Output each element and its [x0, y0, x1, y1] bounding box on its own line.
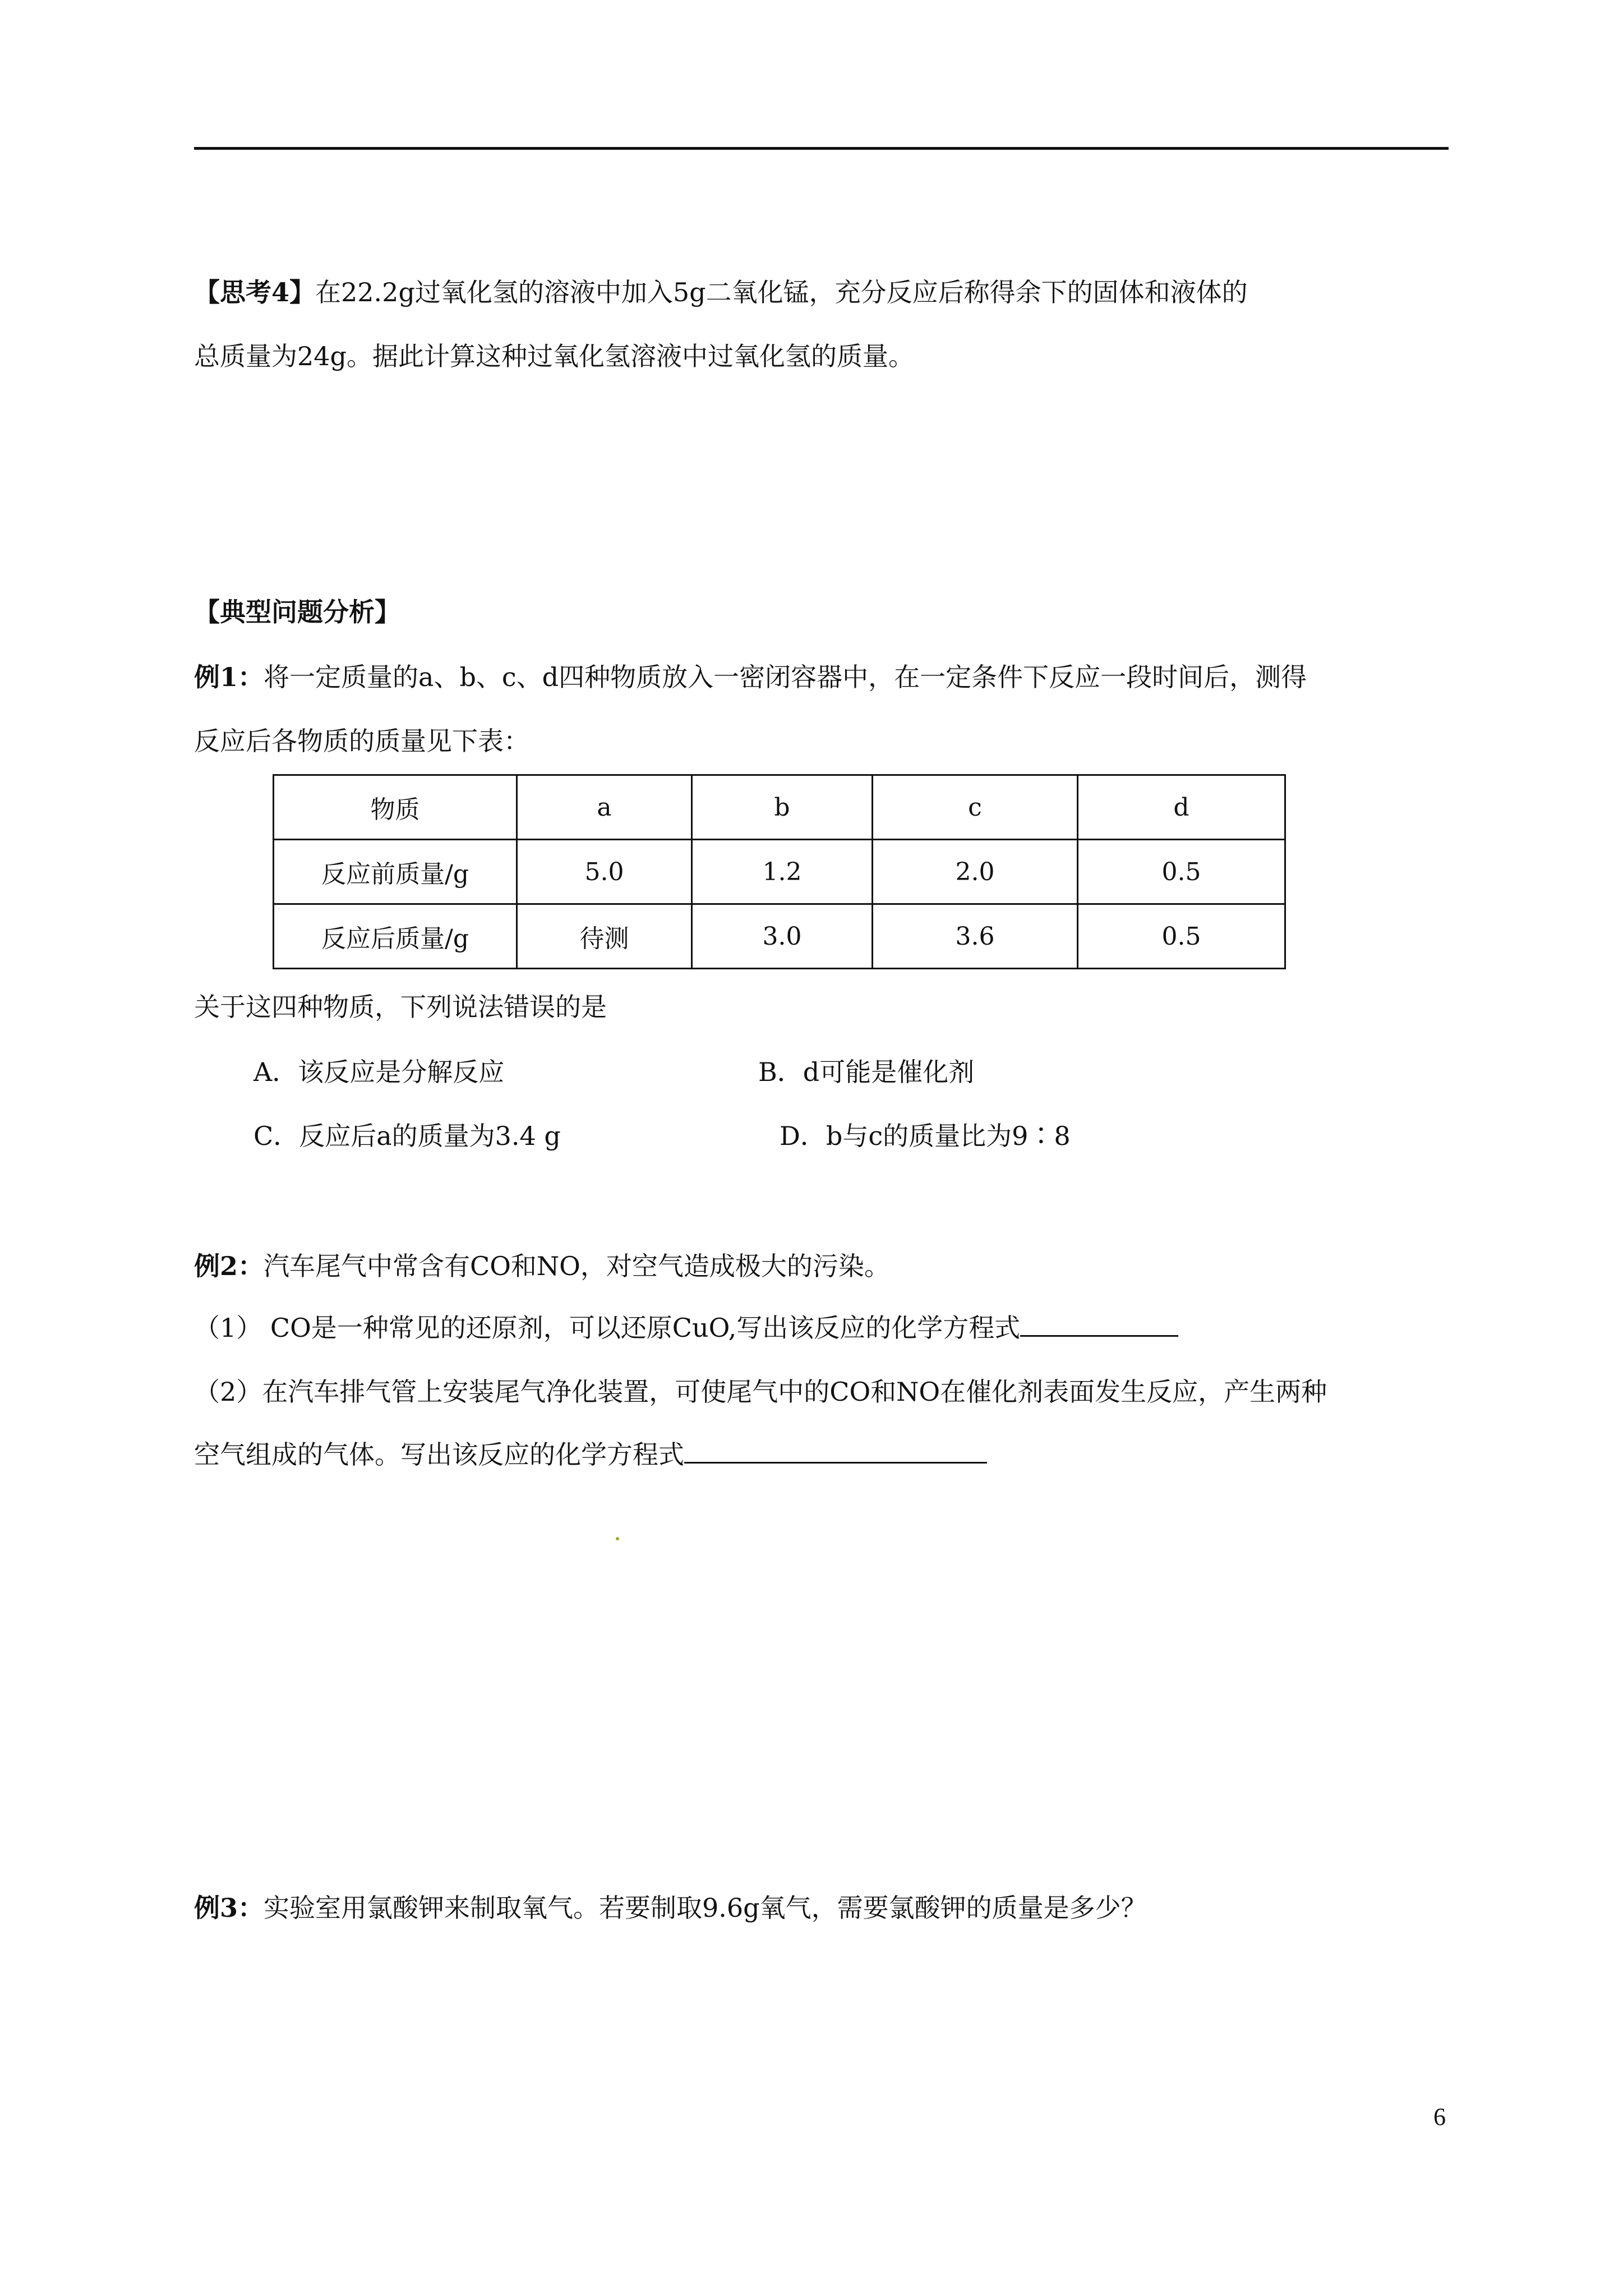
ex1-question: 关于这四种物质，下列说法错误的是	[194, 992, 607, 1022]
page-number: 6	[1433, 2103, 1446, 2131]
ex1-label: 例1：	[194, 662, 264, 692]
table-cell: 3.6	[873, 904, 1078, 969]
table-cell: 0.5	[1078, 840, 1285, 904]
answer-blank-1[interactable]	[1020, 1313, 1178, 1337]
table-cell: 反应前质量/g	[274, 840, 517, 904]
ex2-q1-line	[194, 1310, 1178, 1345]
table-cell: 1.2	[692, 840, 873, 904]
table-cell: 0.5	[1078, 904, 1285, 969]
table-cell: 待测	[517, 904, 692, 969]
scan-speck	[616, 1537, 619, 1540]
answer-blank-2[interactable]	[684, 1439, 987, 1464]
table-cell: c	[873, 775, 1078, 840]
mass-table	[273, 774, 1286, 969]
ex1-option-c: C．反应后a的质量为3.4 g	[253, 1121, 561, 1151]
table-row	[274, 904, 1285, 969]
ex2-intro-line	[194, 1249, 890, 1283]
ex1-line2: 反应后各物质的质量见下表：	[194, 726, 529, 756]
table-cell: b	[692, 775, 873, 840]
table-cell: a	[517, 775, 692, 840]
ex2-q2-line2	[194, 1437, 987, 1472]
table-cell: 物质	[274, 775, 517, 840]
table-cell: d	[1078, 775, 1285, 840]
table-cell: 反应后质量/g	[274, 904, 517, 969]
ex3-line	[194, 1890, 1147, 1925]
header-rule	[194, 147, 1449, 150]
ex3-text: 实验室用氯酸钾来制取氧气。若要制取9.6g氧气，需要氯酸钾的质量是多少？	[264, 1893, 1147, 1923]
think4-label: 【思考4】	[194, 277, 316, 307]
table-row	[274, 840, 1285, 904]
ex2-q2-line1: （2）在汽车排气管上安装尾气净化装置，可使尾气中的CO和NO在催化剂表面发生反应，产生两种	[194, 1377, 1327, 1407]
ex2-q1: （1） CO是一种常见的还原剂，可以还原CuO,写出该反应的化学方程式	[194, 1313, 1021, 1343]
think4-text-1: 在22.2g过氧化氢的溶液中加入5g二氧化锰，充分反应后称得余下的固体和液体的	[315, 277, 1248, 307]
ex1-option-a: A．该反应是分解反应	[253, 1057, 505, 1087]
ex1-line1	[194, 660, 1307, 694]
table-cell: 3.0	[692, 904, 873, 969]
ex1-option-d: D．b与c的质量比为9∶8	[780, 1121, 1071, 1151]
table-cell: 2.0	[873, 840, 1078, 904]
ex3-label: 例3：	[194, 1893, 264, 1923]
ex1-text-1: 将一定质量的a、b、c、d四种物质放入一密闭容器中，在一定条件下反应一段时间后，测得	[264, 662, 1307, 692]
table-cell: 5.0	[517, 840, 692, 904]
table-row	[274, 775, 1285, 840]
section-title: 【典型问题分析】	[194, 597, 400, 627]
think4-line2: 总质量为24g。据此计算这种过氧化氢溶液中过氧化氢的质量。	[194, 341, 914, 371]
ex1-option-b: B．d可能是催化剂	[758, 1057, 975, 1087]
ex2-q2-text: 空气组成的气体。写出该反应的化学方程式	[194, 1439, 684, 1470]
ex2-label: 例2：	[194, 1251, 264, 1281]
ex2-intro: 汽车尾气中常含有CO和NO，对空气造成极大的污染。	[264, 1251, 890, 1281]
think4-line1	[194, 275, 1248, 310]
